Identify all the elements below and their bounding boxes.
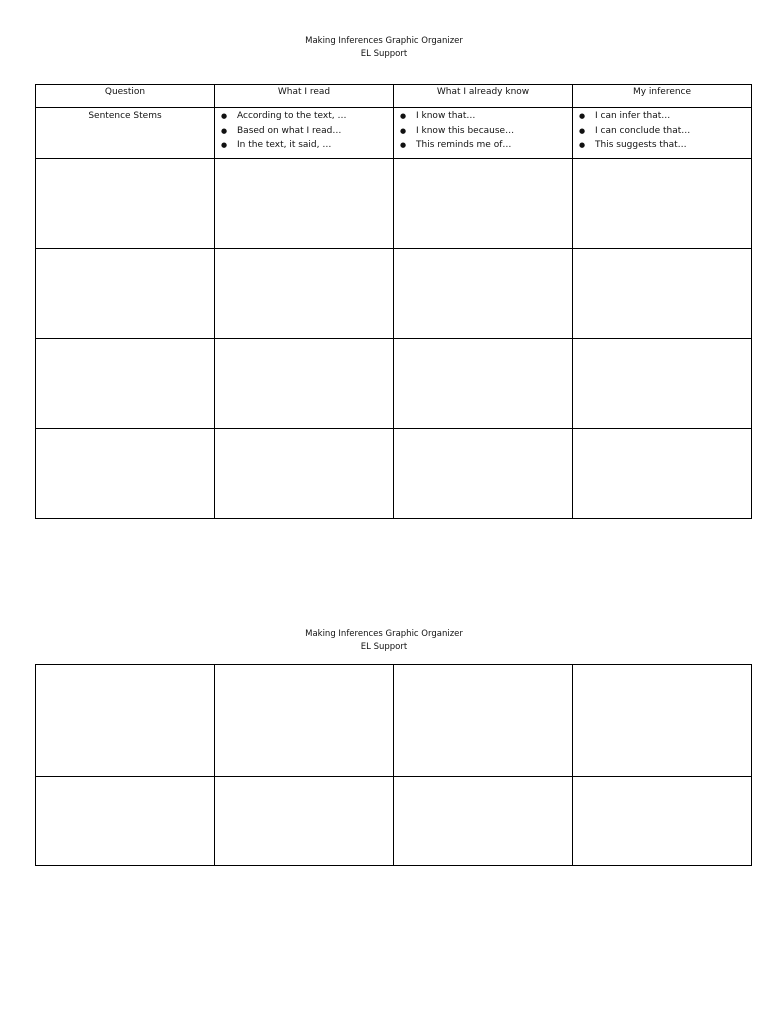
answer-cell[interactable] xyxy=(394,665,573,777)
answer-cell[interactable] xyxy=(36,339,215,429)
organizer-header-top xyxy=(0,35,768,61)
table-row xyxy=(36,777,752,866)
page-title: Making Inferences Graphic Organizer xyxy=(305,629,463,639)
page-subtitle: EL Support xyxy=(360,642,408,652)
answer-cell[interactable] xyxy=(36,777,215,866)
stem-item: ● This suggests that… xyxy=(595,138,751,153)
bullet-icon: ● xyxy=(221,112,228,120)
answer-cell[interactable] xyxy=(36,249,215,339)
inference-table-bottom xyxy=(35,664,752,866)
organizer-header-bottom xyxy=(0,628,768,654)
answer-cell[interactable] xyxy=(36,159,215,249)
table-row xyxy=(36,339,752,429)
answer-cell[interactable] xyxy=(36,429,215,519)
bullet-icon: ● xyxy=(579,141,586,149)
answer-cell[interactable] xyxy=(215,339,394,429)
answer-cell[interactable] xyxy=(394,429,573,519)
sentence-stems-label-cell xyxy=(36,108,215,159)
stems-cell-what-i-read xyxy=(215,108,394,159)
bullet-icon: ● xyxy=(579,126,586,135)
bullet-icon: ● xyxy=(221,126,228,135)
answer-cell[interactable] xyxy=(573,665,752,777)
column-header-my-inference: My inference xyxy=(573,85,752,108)
bullet-icon: ● xyxy=(400,141,407,149)
inference-table-top xyxy=(35,84,752,519)
bullet-icon: ● xyxy=(579,112,586,120)
bullet-icon: ● xyxy=(400,126,407,135)
answer-cell[interactable] xyxy=(394,249,573,339)
stem-item: ● I know that… xyxy=(416,109,572,124)
bullet-icon: ● xyxy=(221,141,228,149)
answer-cell[interactable] xyxy=(573,249,752,339)
table-header-row xyxy=(36,85,752,108)
answer-cell[interactable] xyxy=(573,429,752,519)
sentence-stems-row xyxy=(36,108,752,159)
table-row xyxy=(36,159,752,249)
column-header-question: Question xyxy=(36,85,215,108)
stem-item: ● I know this because… xyxy=(416,124,572,139)
answer-cell[interactable] xyxy=(573,777,752,866)
stem-item: ● I can infer that… xyxy=(595,109,751,124)
answer-cell[interactable] xyxy=(394,777,573,866)
stems-cell-my-inference xyxy=(573,108,752,159)
answer-cell[interactable] xyxy=(215,665,394,777)
table-row xyxy=(36,249,752,339)
bullet-icon: ● xyxy=(400,112,407,120)
table-row xyxy=(36,429,752,519)
table-row xyxy=(36,665,752,777)
stems-cell-what-i-know xyxy=(394,108,573,159)
sentence-stems-label: Sentence Stems xyxy=(88,111,162,121)
column-header-what-i-read: What I read xyxy=(215,85,394,108)
stem-item: ● This reminds me of… xyxy=(416,138,572,153)
page-subtitle: EL Support xyxy=(360,49,408,59)
answer-cell[interactable] xyxy=(215,777,394,866)
answer-cell[interactable] xyxy=(573,339,752,429)
answer-cell[interactable] xyxy=(394,339,573,429)
answer-cell[interactable] xyxy=(215,159,394,249)
stem-item: ● In the text, it said, … xyxy=(237,138,393,153)
stem-item: ● Based on what I read… xyxy=(237,124,393,139)
answer-cell[interactable] xyxy=(394,159,573,249)
stem-item: ● According to the text, … xyxy=(237,109,393,124)
column-header-what-i-already-know: What I already know xyxy=(394,85,573,108)
answer-cell[interactable] xyxy=(36,665,215,777)
stem-item: ● I can conclude that… xyxy=(595,124,751,139)
answer-cell[interactable] xyxy=(215,249,394,339)
answer-cell[interactable] xyxy=(215,429,394,519)
page-title: Making Inferences Graphic Organizer xyxy=(305,36,463,46)
answer-cell[interactable] xyxy=(573,159,752,249)
